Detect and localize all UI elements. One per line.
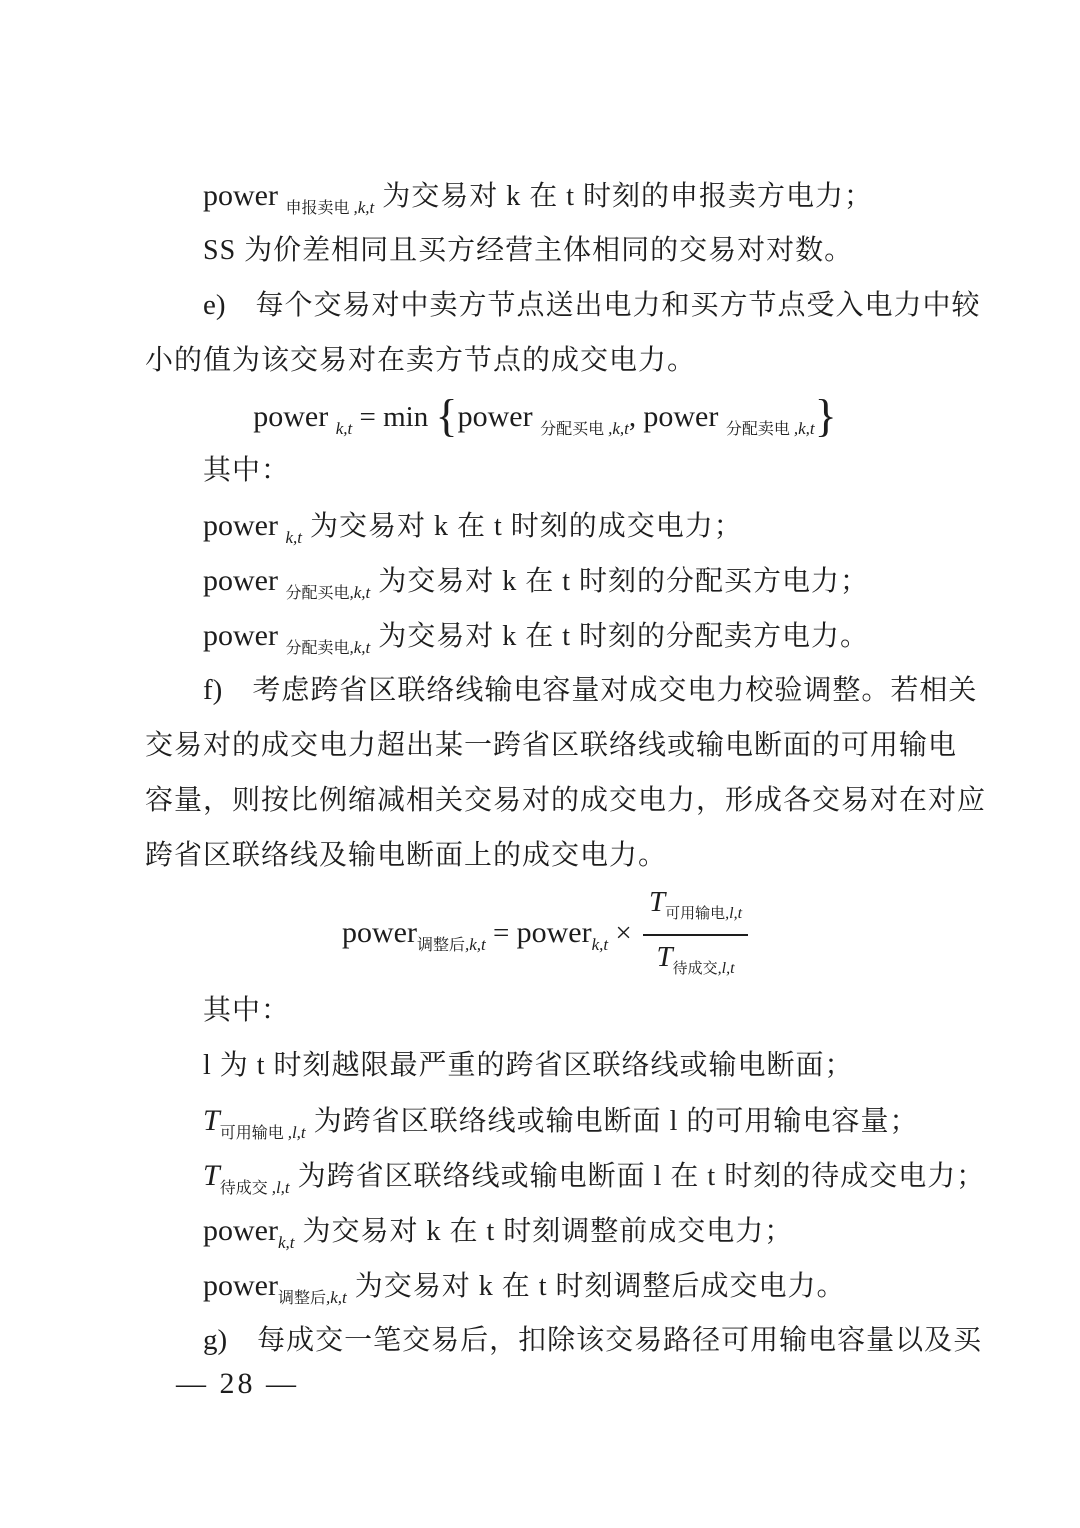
text-segment: ,l,t [725,905,743,923]
text-segment: = min [352,401,436,433]
text-segment: k,t [591,935,609,954]
text-segment: power [457,400,541,433]
text-segment: 分配卖电 [285,640,350,657]
text-segment: 为跨省区联络线或输电断面 l 在 t 时刻的待成交电力； [289,1161,986,1192]
paragraph-line [145,1148,986,1203]
paragraph-line [145,168,945,223]
text-segment: 小的值为该交易对在卖方节点的成交电力。 [145,345,697,376]
text-segment: 为交易对 k 在 t 时刻调整前成交电力； [294,1216,794,1247]
text-segment: 待成交 [672,961,718,978]
text-segment: power [203,509,286,542]
paragraph-line [145,1093,945,1148]
paragraph-line [145,828,945,883]
list-item-label: g) [203,1324,228,1356]
text-segment: k,t [285,528,303,547]
fraction [643,884,748,987]
text-segment: 为交易对 k 在 t 时刻的分配卖方电力。 [370,621,870,652]
list-item-line [145,663,978,718]
text-segment: 为交易对 k 在 t 时刻的申报卖方电力； [374,181,874,212]
text-segment: ,k,t [349,638,371,657]
text-segment: 待成交 [219,1180,272,1197]
text-segment: 为交易对 k 在 t 时刻的成交电力； [302,511,743,542]
text-segment: 分配卖电 [725,421,794,438]
paragraph-line [145,223,945,278]
text-segment: 跨省区联络线及输电断面上的成交电力。 [145,840,668,871]
paragraph-line [145,608,945,663]
text-segment: , [628,401,644,433]
list-item-label: e) [203,289,226,321]
paragraph-line [145,983,945,1038]
text-segment: T [203,1104,220,1137]
text-segment: 分配买电 [285,585,350,602]
text-segment: ,l,t [717,960,735,978]
text-segment: } [814,390,837,441]
text-segment: T [203,1159,220,1192]
formula-line [145,883,945,983]
text-segment: power [253,400,336,433]
text-segment: power [203,564,286,597]
list-item-line [145,278,981,333]
text-segment: 容量，则按比例缩减相关交易对的成交电力，形成各交易对在对应 [145,785,987,816]
text-segment: 其中： [203,995,291,1026]
text-segment: power [203,1214,278,1247]
paragraph-line [145,718,958,773]
paragraph-line [145,498,945,553]
text-segment: power [203,179,286,212]
text-segment: 分配买电 [540,421,609,438]
text-segment: 为交易对 k 在 t 时刻的分配买方电力； [370,566,870,597]
document-body [145,168,987,1368]
text-segment: 其中： [203,455,291,486]
text-segment: 可用输电 [665,906,726,923]
text-segment: power [203,619,286,652]
text-segment: 每成交一笔交易后，扣除该交易路径可用输电容量以及买 [257,1325,983,1356]
paragraph-line [145,1038,945,1093]
text-segment: k,t [335,419,353,438]
paragraph-line [145,773,987,828]
paragraph-line [145,1203,945,1258]
text-segment: ,k,t [326,1288,347,1307]
text-segment: 申报卖电 [285,200,354,217]
text-segment: × [608,917,639,949]
text-segment: power [516,916,592,949]
text-segment: T [648,886,666,919]
text-segment: { [435,390,458,441]
text-segment: 每个交易对中卖方节点送出电力和买方节点受入电力中较 [255,290,981,321]
text-segment: power [203,1269,278,1302]
text-segment: ,k,t [353,198,375,217]
text-segment: k,t [277,1233,295,1252]
page-number: — 28 — [176,1367,299,1400]
text-segment: ,l,t [287,1123,306,1142]
text-segment: 调整后 [416,937,465,954]
text-segment: ,k,t [349,583,371,602]
text-segment: 为交易对 k 在 t 时刻调整后成交电力。 [346,1271,846,1302]
text-segment: ,k,t [608,419,629,438]
list-item-label: f) [203,674,223,706]
text-segment: 为跨省区联络线或输电断面 l 的可用输电容量； [305,1106,919,1137]
formula-line [145,388,945,443]
text-segment: SS 为价差相同且买方经营主体相同的交易对对数。 [203,235,854,266]
paragraph-line [145,443,945,498]
text-segment: 可用输电 [219,1125,288,1142]
page-footer [176,1356,299,1411]
text-segment: = [485,917,517,949]
text-segment: ,l,t [271,1178,290,1197]
fraction-denominator [643,936,748,987]
text-segment: ,k,t [464,935,486,954]
text-segment: 交易对的成交电力超出某一跨省区联络线或输电断面的可用输电 [145,730,958,761]
text-segment: 调整后 [277,1290,326,1307]
text-segment: T [656,941,673,974]
paragraph-line [145,333,945,388]
fraction-numerator [643,884,748,936]
text-segment: power [341,916,417,949]
text-segment: l 为 t 时刻越限最严重的跨省区联络线或输电断面； [203,1050,854,1081]
paragraph-line [145,553,945,608]
text-segment: ,k,t [793,419,815,438]
text-segment: power [643,400,726,433]
paragraph-line [145,1258,945,1313]
text-segment: 考虑跨省区联络线输电容量对成交电力校验调整。若相关 [252,675,978,706]
